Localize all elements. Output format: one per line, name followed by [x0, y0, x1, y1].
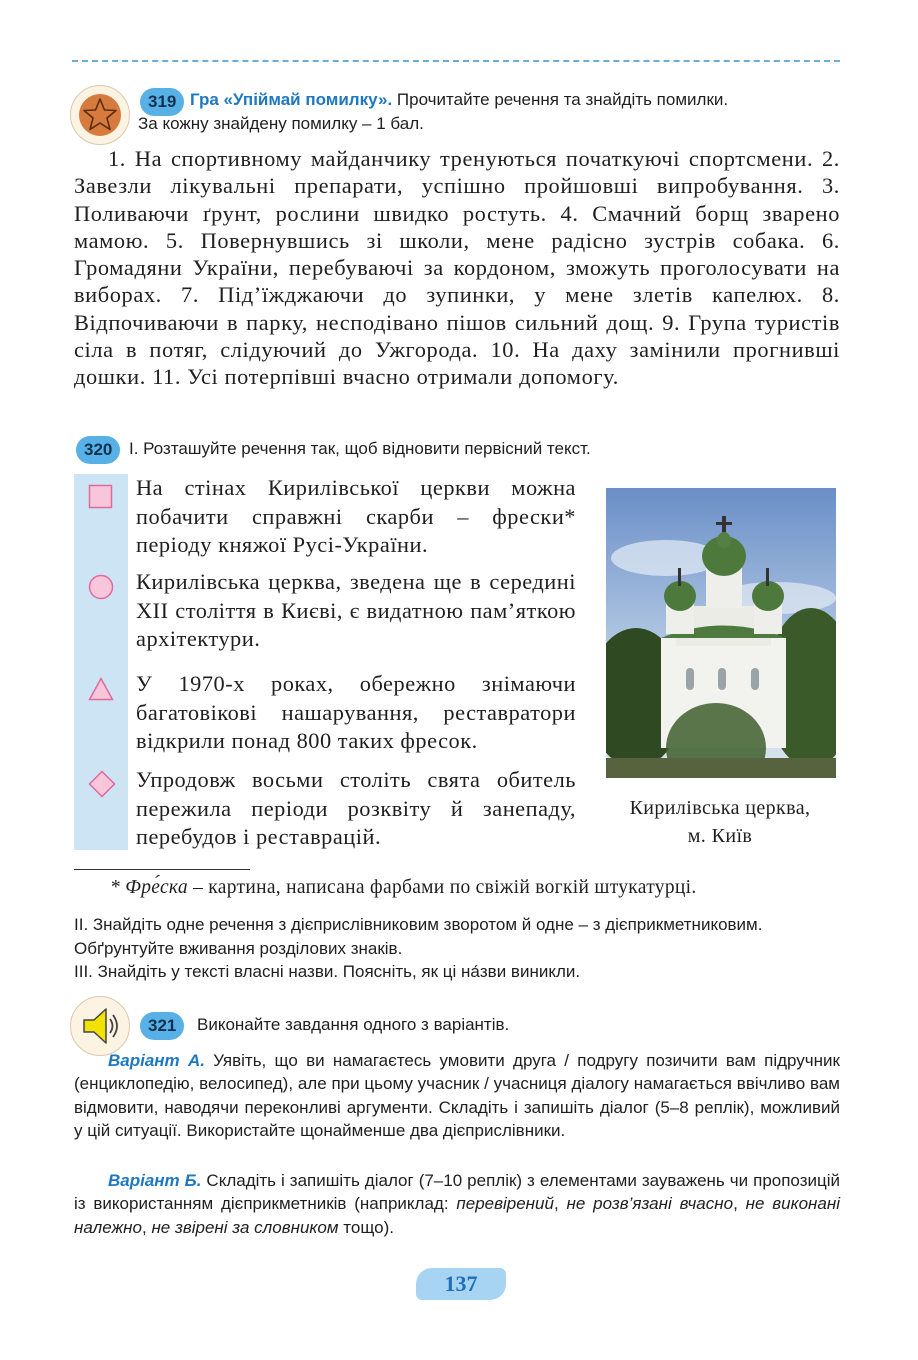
variant-b-text-end: тощо). [338, 1217, 394, 1237]
top-dashed-divider [72, 60, 840, 62]
variant-a-label: Варіант А. [108, 1051, 205, 1070]
variant-b [74, 1169, 840, 1239]
separator: , [141, 1217, 152, 1237]
caption-line-1: Кирилівська церква, [629, 797, 811, 819]
church-photo [606, 488, 836, 778]
exercise-320-tasks [74, 913, 840, 984]
paragraph-4: Упродовж восьми століть свята обитель пережила періоди розквіту й занепаду, перебудов і реставрацій. [136, 767, 576, 849]
exercise-320-instruction: І. Розташуйте речення так, щоб відновити первісний текст. [129, 439, 591, 458]
footnote-divider [74, 869, 250, 870]
exercise-instruction: Прочитайте речення та знайдіть помилки. [396, 90, 729, 109]
variant-b-example: перевірений [456, 1194, 554, 1214]
diamond-icon [88, 770, 116, 798]
footnote [110, 874, 845, 902]
square-icon [88, 484, 114, 510]
exercise-319-sentences: 1. На спортивному майданчику тренуються початкуючі спортсмени. 2. Завезли лікувальні препарати, успішно пройшовші випробування. 3. Поливаючи ґрунт, рослини швидко ростуть. 4. Смачний борщ зварено мамою. 5. Повернувшись зі школи, мене радісно зустрів собака. 6. Громадяни України, перебуваючі за кордоном, зможуть проголосувати на виборах. 7. Під’їжджаючи до зупинки, у мене злетів капелюх. 8. Відпочиваючи в парку, несподівано пішов сильний дощ. 9. Група туристів сіла в потяг, слідуючий до Ужгорода. 10. На даху замінили прогнивші дошки. 11. Усі потерпівші вчасно отримали допомогу. [74, 146, 840, 390]
exercise-319-heading [138, 88, 843, 136]
page-number: 137 [416, 1268, 506, 1300]
exercise-number-badge: 321 [140, 1012, 184, 1040]
task-2: ІІ. Знайдіть одне речення з дієприслівниковим зворотом й одне – з дієприкметниковим. Обґрунтуйте вживання розділових знаків. [74, 915, 763, 958]
paragraph-2: Кирилівська церква, зведена ще в середині ХІІ століття в Києві, є видатною пам’яткою архітектури. [136, 569, 576, 651]
footnote-term: * Фре́ска [110, 877, 188, 898]
caption-line-2: м. Київ [687, 825, 753, 847]
exercise-instruction-line2: За кожну знайдену помилку – 1 бал. [138, 114, 424, 133]
exercise-number-badge: 320 [76, 436, 120, 464]
circle-icon [88, 574, 114, 600]
variant-b-example: не розв’язані вчасно [566, 1194, 734, 1214]
speaker-icon [70, 996, 130, 1056]
variant-a-text: Уявіть, що ви намагаєтесь умовити друга / подругу позичити вам підручник (енциклопедію, велосипед), але при цьому учасник / учасниця діалогу намагається ввічливо вам відмовити, наводячи переконливі аргументи. Складіть і запишіть діалог (5–8 реплік), можливий у цій ситуації. Використайте щонайменше два дієприслівники. [74, 1051, 840, 1141]
triangle-icon [88, 677, 114, 701]
footnote-definition: – картина, написана фарбами по свіжій вогкій штукатурці. [187, 877, 697, 898]
variant-b-label: Варіант Б. [108, 1171, 202, 1190]
paragraph-1: На стінах Кирилівської церкви можна побачити справжні скарби – фрески* періоду княжої Русі-України. [136, 475, 576, 557]
separator: , [553, 1194, 567, 1214]
variant-a [74, 1049, 840, 1143]
separator: , [733, 1194, 746, 1214]
variant-b-text: Складіть і запишіть діалог (7–10 реплік) з елементами зауважень чи пропозицій із використанням дієприкметників (наприклад: [74, 1171, 840, 1214]
variant-b-example: не виконані належно [74, 1194, 840, 1237]
star-icon [70, 85, 130, 145]
paragraph-3: У 1970-х роках, обережно знімаючи багатовікові нашарування, реставратори відкрили понад 800 таких фресок. [136, 671, 576, 753]
variant-b-example: не звірені за словником [151, 1217, 339, 1237]
photo-caption [600, 794, 840, 850]
task-3: ІІІ. Знайдіть у тексті власні назви. Поясніть, як ці на́зви виникли. [74, 962, 581, 981]
exercise-title: Гра «Упіймай помилку». [190, 90, 393, 109]
exercise-number-badge: 319 [140, 88, 184, 116]
exercise-321-instruction: Виконайте завдання одного з варіантів. [197, 1015, 510, 1034]
